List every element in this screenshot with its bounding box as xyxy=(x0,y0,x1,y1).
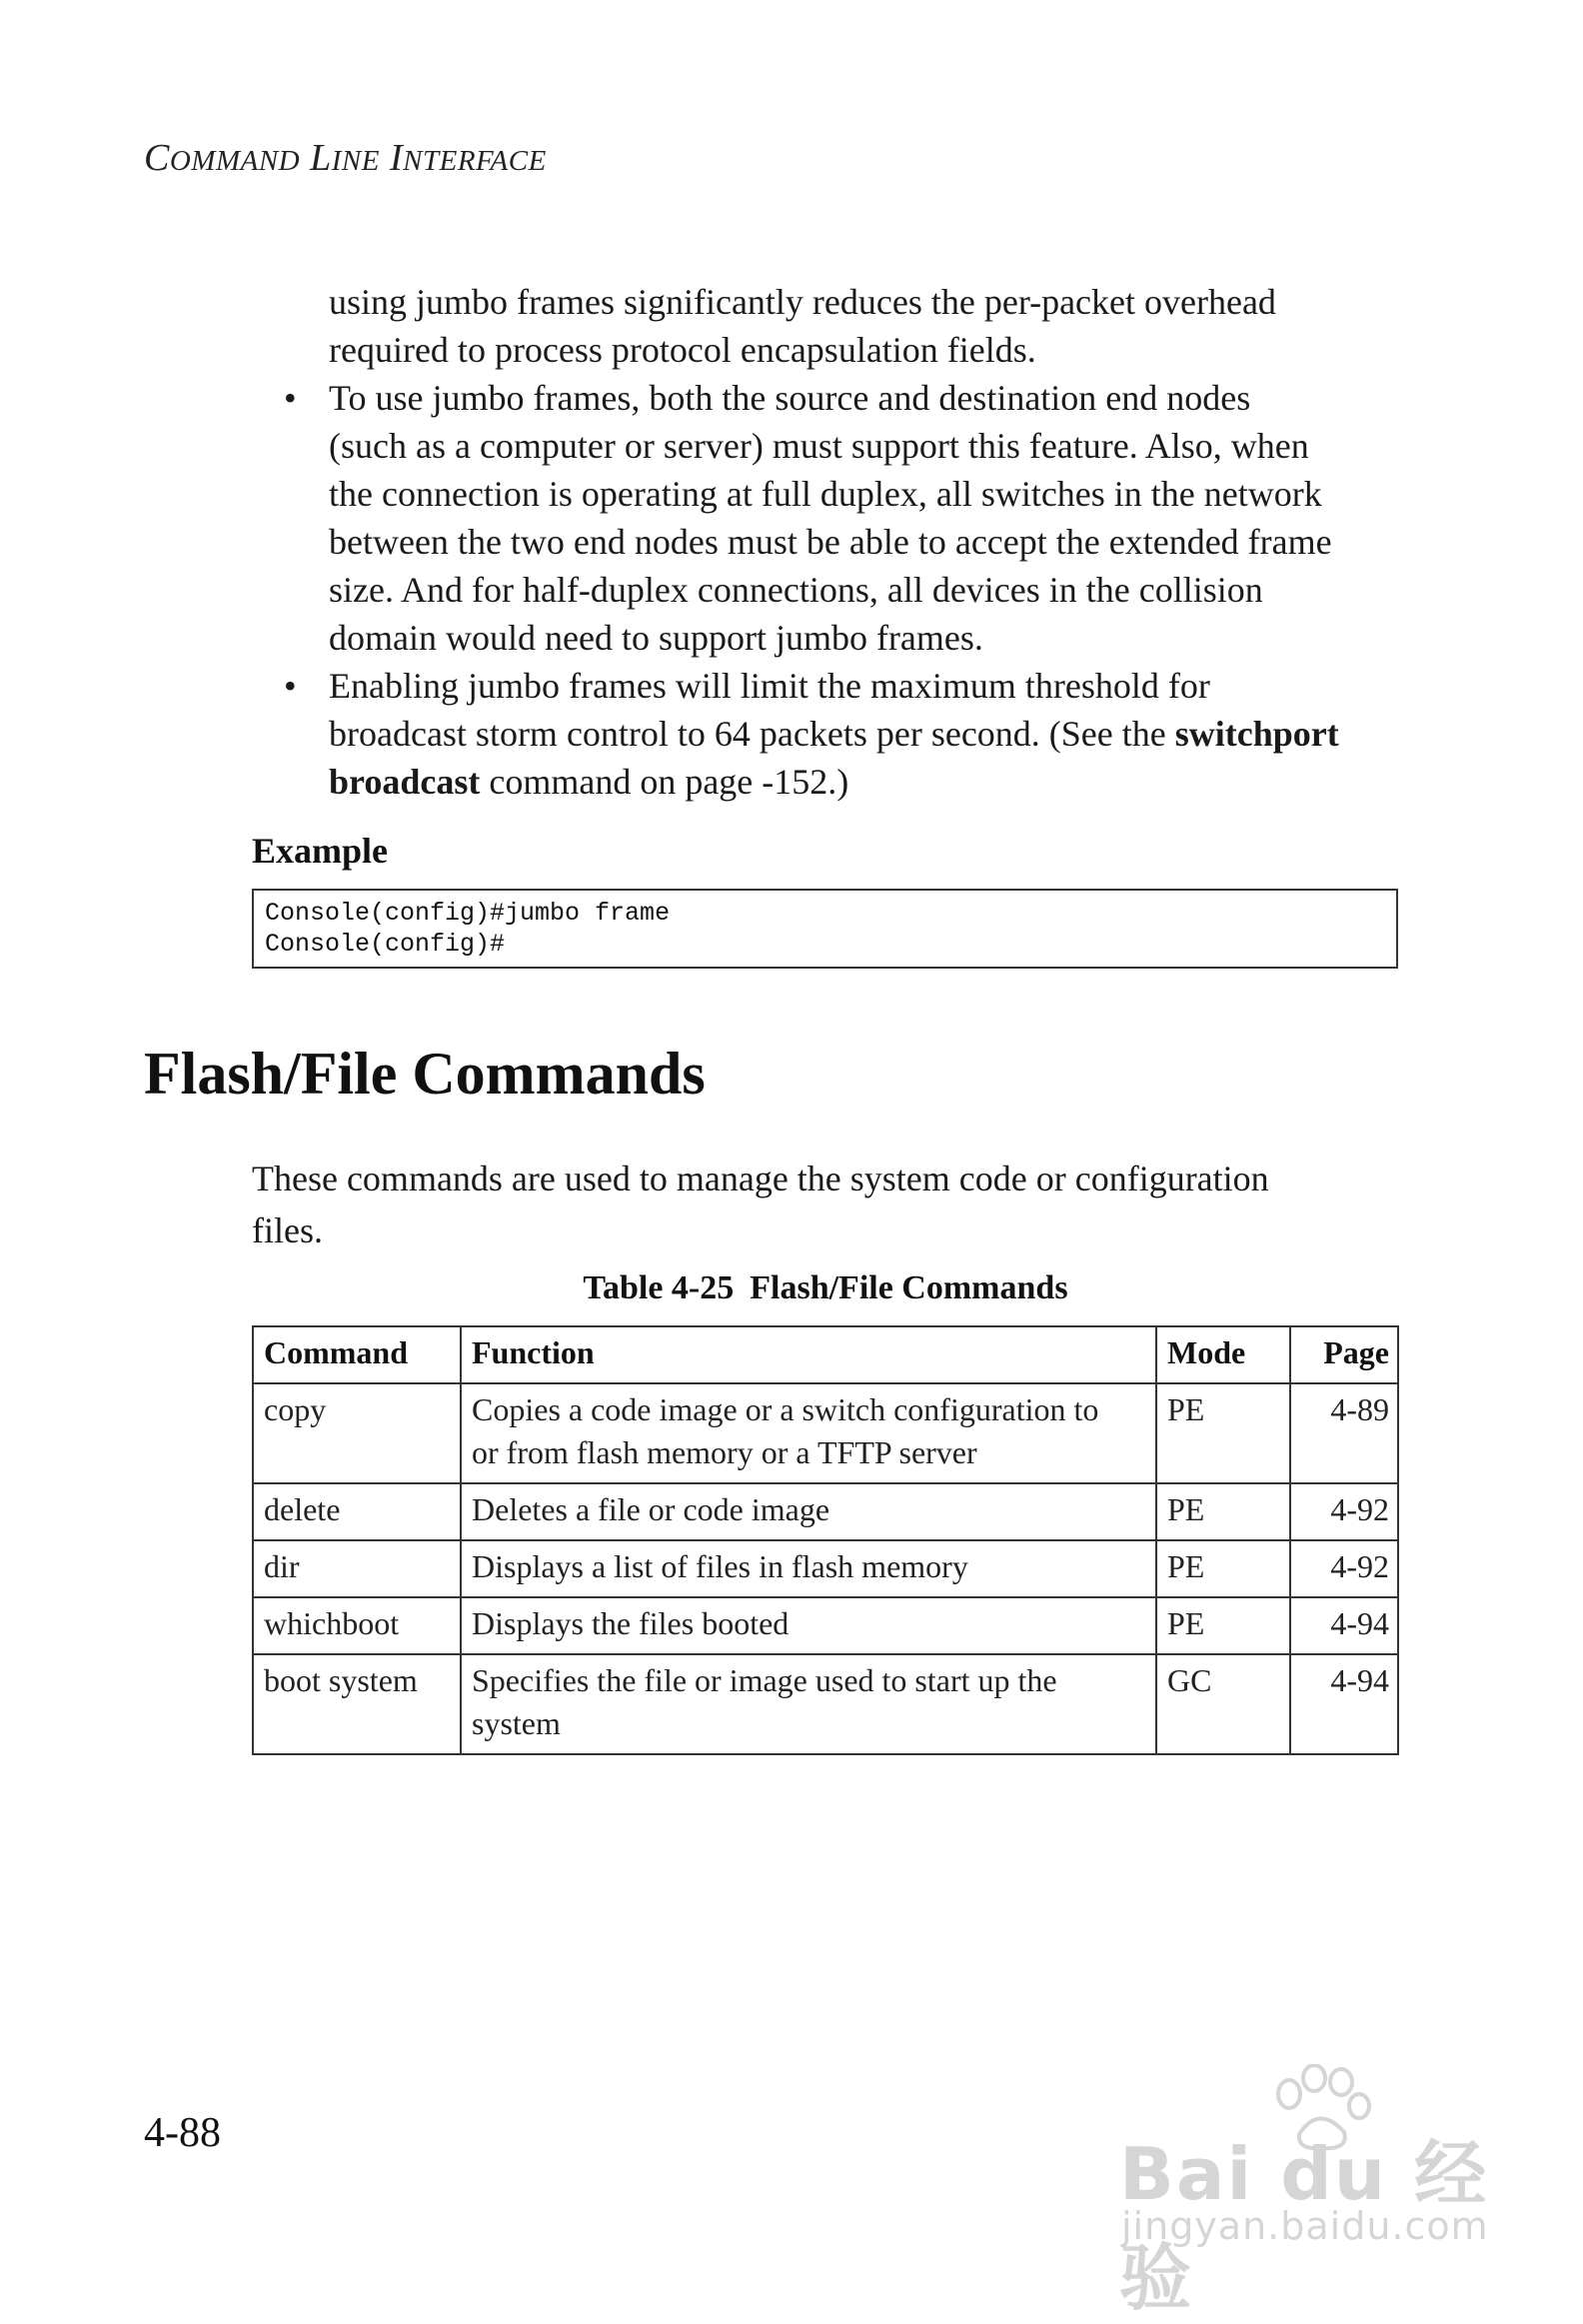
table-number: Table 4-25 xyxy=(583,1269,735,1306)
table-header-row xyxy=(253,1326,1398,1383)
bullet-icon: • xyxy=(284,378,297,418)
page-cell: 4-89 xyxy=(1290,1383,1398,1483)
table-row xyxy=(253,1654,1398,1754)
text-line: files. xyxy=(252,1210,323,1250)
command-cell: whichboot xyxy=(253,1597,461,1654)
baidu-watermark xyxy=(1109,2064,1489,2320)
function-cell: Deletes a file or code image xyxy=(461,1483,1156,1540)
code-line: Console(config)#jumbo frame xyxy=(265,899,671,928)
page-cell: 4-92 xyxy=(1290,1483,1398,1540)
function-cell: Displays the files booted xyxy=(461,1597,1156,1654)
text-line: required to process protocol encapsulation fields. xyxy=(329,330,1036,370)
table-title: Flash/File Commands xyxy=(750,1269,1068,1306)
mode-cell: GC xyxy=(1156,1654,1290,1754)
command-reference: broadcast xyxy=(329,762,481,802)
text-line: using jumbo frames significantly reduces the per-packet overhead xyxy=(329,282,1276,322)
page-cell: 4-94 xyxy=(1290,1597,1398,1654)
header-word: COMMAND xyxy=(144,137,301,179)
header-word: INTERFACE xyxy=(389,137,547,179)
running-header xyxy=(144,136,547,180)
watermark-brand: Bai du 经验 xyxy=(1119,2132,1489,2320)
text-line: Enabling jumbo frames will limit the maximum threshold for xyxy=(329,666,1210,706)
page-cell: 4-94 xyxy=(1290,1654,1398,1754)
example-heading: Example xyxy=(252,831,389,871)
column-header: Mode xyxy=(1156,1326,1290,1383)
function-cell: Specifies the file or image used to start up the system xyxy=(461,1654,1156,1754)
command-cell: boot system xyxy=(253,1654,461,1754)
bullet-list xyxy=(280,374,1409,806)
function-cell: Copies a code image or a switch configuration to or from flash memory or a TFTP server xyxy=(461,1383,1156,1483)
text-line: size. And for half-duplex connections, all devices in the collision xyxy=(329,570,1263,610)
table-row xyxy=(253,1540,1398,1597)
column-header: Command xyxy=(253,1326,461,1383)
column-header: Function xyxy=(461,1326,1156,1383)
page-cell: 4-92 xyxy=(1290,1540,1398,1597)
text-line: (such as a computer or server) must support this feature. Also, when xyxy=(329,426,1309,466)
table-caption xyxy=(252,1269,1399,1307)
text-line: between the two end nodes must be able to accept the extended frame xyxy=(329,522,1332,562)
table-row xyxy=(253,1483,1398,1540)
table-row xyxy=(253,1597,1398,1654)
bullet-icon: • xyxy=(284,666,297,706)
text-line: These commands are used to manage the system code or configuration xyxy=(252,1159,1269,1198)
text-line: To use jumbo frames, both the source and destination end nodes xyxy=(329,378,1251,418)
text-line: the connection is operating at full duplex, all switches in the network xyxy=(329,474,1322,514)
bullet-item-storm-control xyxy=(280,662,1409,806)
section-intro xyxy=(252,1153,1401,1256)
watermark-url: jingyan.baidu.com xyxy=(1121,2204,1489,2248)
text-line: broadcast command on page -152.) xyxy=(329,762,849,802)
continuation-paragraph xyxy=(329,278,1408,374)
mode-cell: PE xyxy=(1156,1383,1290,1483)
section-title: Flash/File Commands xyxy=(144,1041,706,1107)
header-word: LINE xyxy=(310,137,380,179)
table-row xyxy=(253,1383,1398,1483)
page-number: 4-88 xyxy=(144,2110,221,2156)
bullet-item-jumbo-requirements xyxy=(280,374,1409,662)
mode-cell: PE xyxy=(1156,1483,1290,1540)
command-cell: copy xyxy=(253,1383,461,1483)
command-cell: dir xyxy=(253,1540,461,1597)
column-header: Page xyxy=(1290,1326,1398,1383)
function-cell: Displays a list of files in flash memory xyxy=(461,1540,1156,1597)
text-line: broadcast storm control to 64 packets per second. (See the switchport xyxy=(329,714,1339,754)
commands-table xyxy=(252,1325,1399,1755)
code-line: Console(config)# xyxy=(265,930,506,959)
command-reference: switchport xyxy=(1174,714,1339,754)
command-cell: delete xyxy=(253,1483,461,1540)
code-example xyxy=(252,889,1398,969)
text-line: domain would need to support jumbo frames. xyxy=(329,618,983,658)
mode-cell: PE xyxy=(1156,1597,1290,1654)
mode-cell: PE xyxy=(1156,1540,1290,1597)
